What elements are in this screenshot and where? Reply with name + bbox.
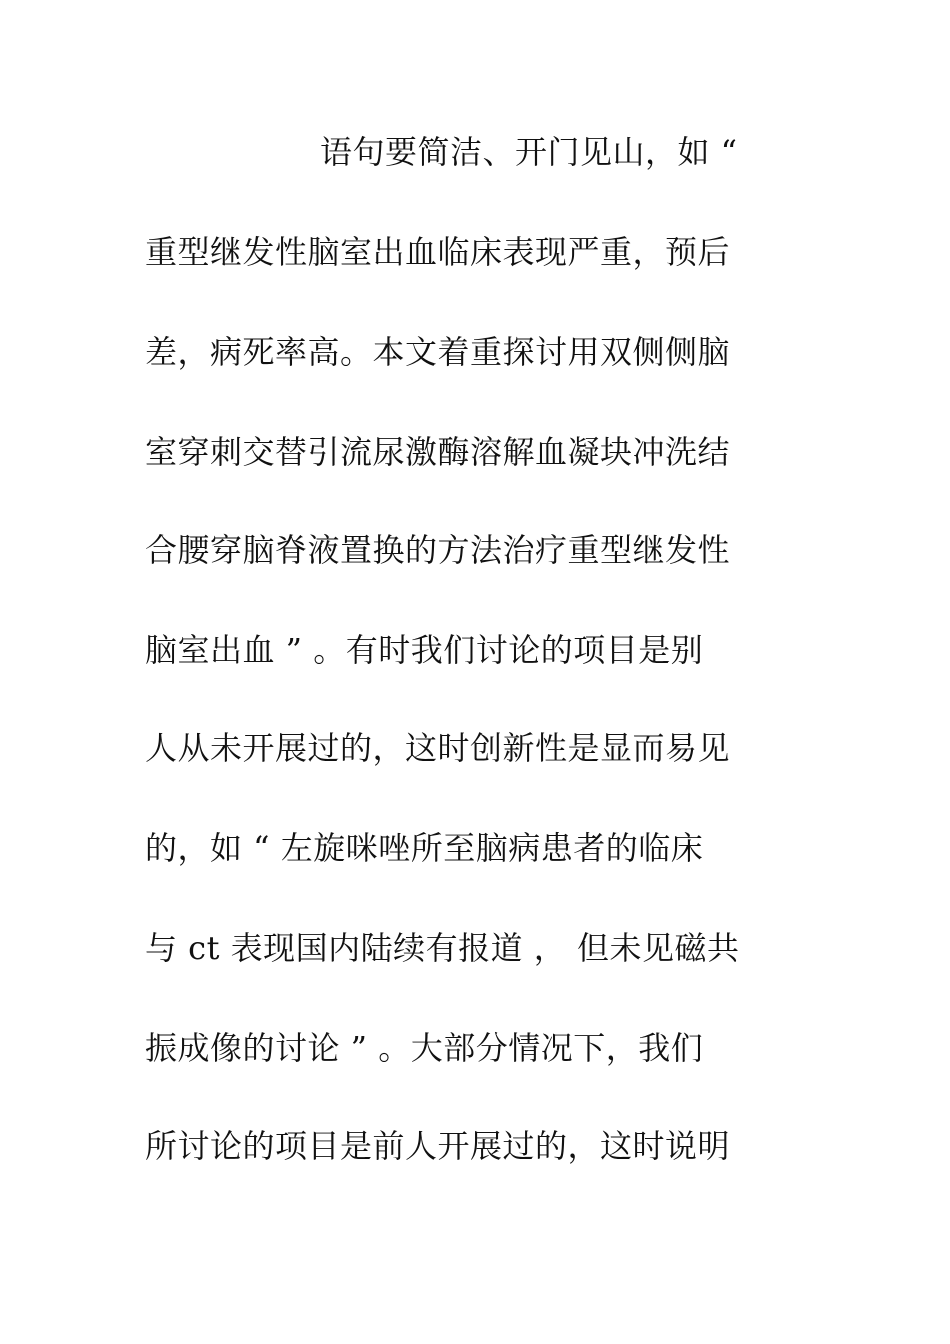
- text-line-9: 与 ct 表现国内陆续有报道 ， 但未见磁共: [145, 929, 740, 967]
- text-line-8: 的，如 “ 左旋咪唑所至脑病患者的临床: [145, 829, 704, 867]
- text-line-7: 人从未开展过的，这时创新性是显而易见: [145, 729, 731, 767]
- text-line-4: 室穿刺交替引流尿激酶溶解血凝块冲洗结: [145, 433, 731, 471]
- text-line-11: 所讨论的项目是前人开展过的，这时说明: [145, 1127, 731, 1165]
- text-line-2: 重型继发性脑室出血临床表现严重，预后: [145, 233, 731, 271]
- text-line-10: 振成像的讨论 ” 。大部分情况下，我们: [145, 1029, 704, 1067]
- text-line-1: 语句要简洁、开门见山，如 “: [320, 133, 738, 171]
- text-line-5: 合腰穿脑脊液置换的方法治疗重型继发性: [145, 531, 731, 569]
- text-line-6: 脑室出血 ” 。有时我们讨论的项目是别: [145, 631, 704, 669]
- text-line-3: 差，病死率高。本文着重探讨用双侧侧脑: [145, 333, 731, 371]
